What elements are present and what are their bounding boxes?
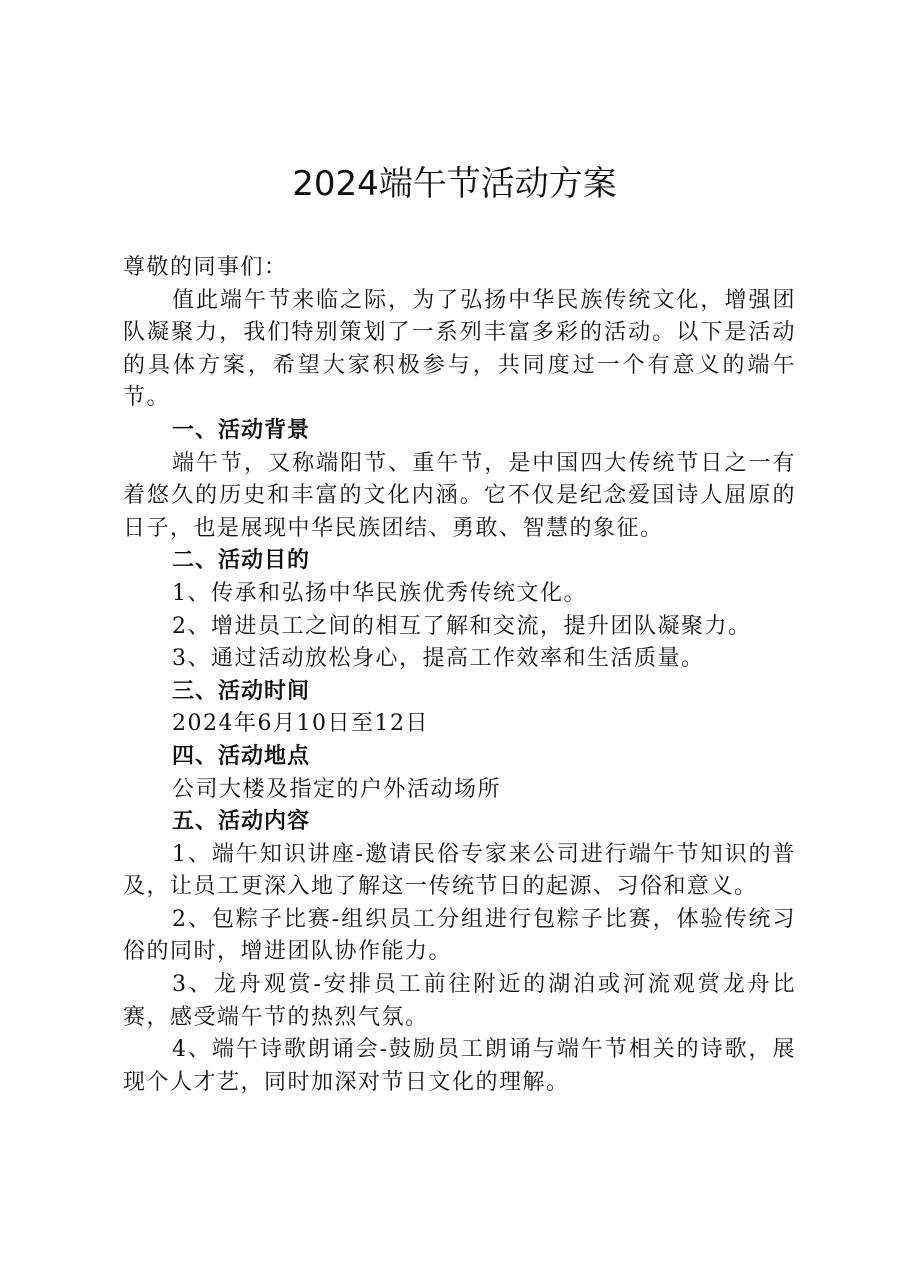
content-item: 3、龙舟观赏-安排员工前往附近的湖泊或河流观赏龙舟比赛，感受端午节的热烈气氛。 (123, 972, 796, 1030)
location-text: 公司大楼及指定的户外活动场所 (172, 776, 502, 802)
content-item: 1、端午知识讲座-邀请民俗专家来公司进行端午节知识的普及，让员工更深入地了解这一传统节日的起源、习俗和意义。 (123, 841, 796, 900)
section-heading-location: 四、活动地点 (172, 743, 311, 769)
content-item: 2、包粽子比赛-组织员工分组进行包粽子比赛，体验传统习俗的同时，增进团队协作能力。 (123, 906, 796, 965)
time-text: 2024年6月10日至12日 (172, 711, 429, 737)
intro-paragraph: 值此端午节来临之际，为了弘扬中华民族传统文化，增强团队凝聚力，我们特别策划了一系列丰富多彩的活动。以下是活动的具体方案，希望大家积极参与，共同度过一个有意义的端午节。 (123, 287, 796, 411)
section-heading-background: 一、活动背景 (172, 417, 311, 443)
purpose-item: 3、通过活动放松身心，提高工作效率和生活质量。 (172, 646, 705, 672)
section-heading-time: 三、活动时间 (172, 678, 311, 704)
document-title: 2024端午节活动方案 (292, 164, 617, 204)
document-body (123, 252, 796, 1099)
purpose-item: 2、增进员工之间的相互了解和交流，提升团队凝聚力。 (172, 613, 752, 639)
content-item: 4、端午诗歌朗诵会-鼓励员工朗诵与端午节相关的诗歌，展现个人才艺，同时加深对节日文化的理解。 (123, 1037, 796, 1095)
section-heading-purpose: 二、活动目的 (172, 548, 311, 574)
purpose-item: 1、传承和弘扬中华民族优秀传统文化。 (172, 580, 587, 606)
section-heading-content: 五、活动内容 (172, 809, 311, 835)
greeting: 尊敬的同事们： (123, 255, 288, 280)
background-paragraph: 端午节，又称端阳节、重午节，是中国四大传统节日之一有着悠久的历史和丰富的文化内涵。它不仅是纪念爱国诗人屈原的日子，也是展现中华民族团结、勇敢、智慧的象征。 (123, 450, 796, 541)
